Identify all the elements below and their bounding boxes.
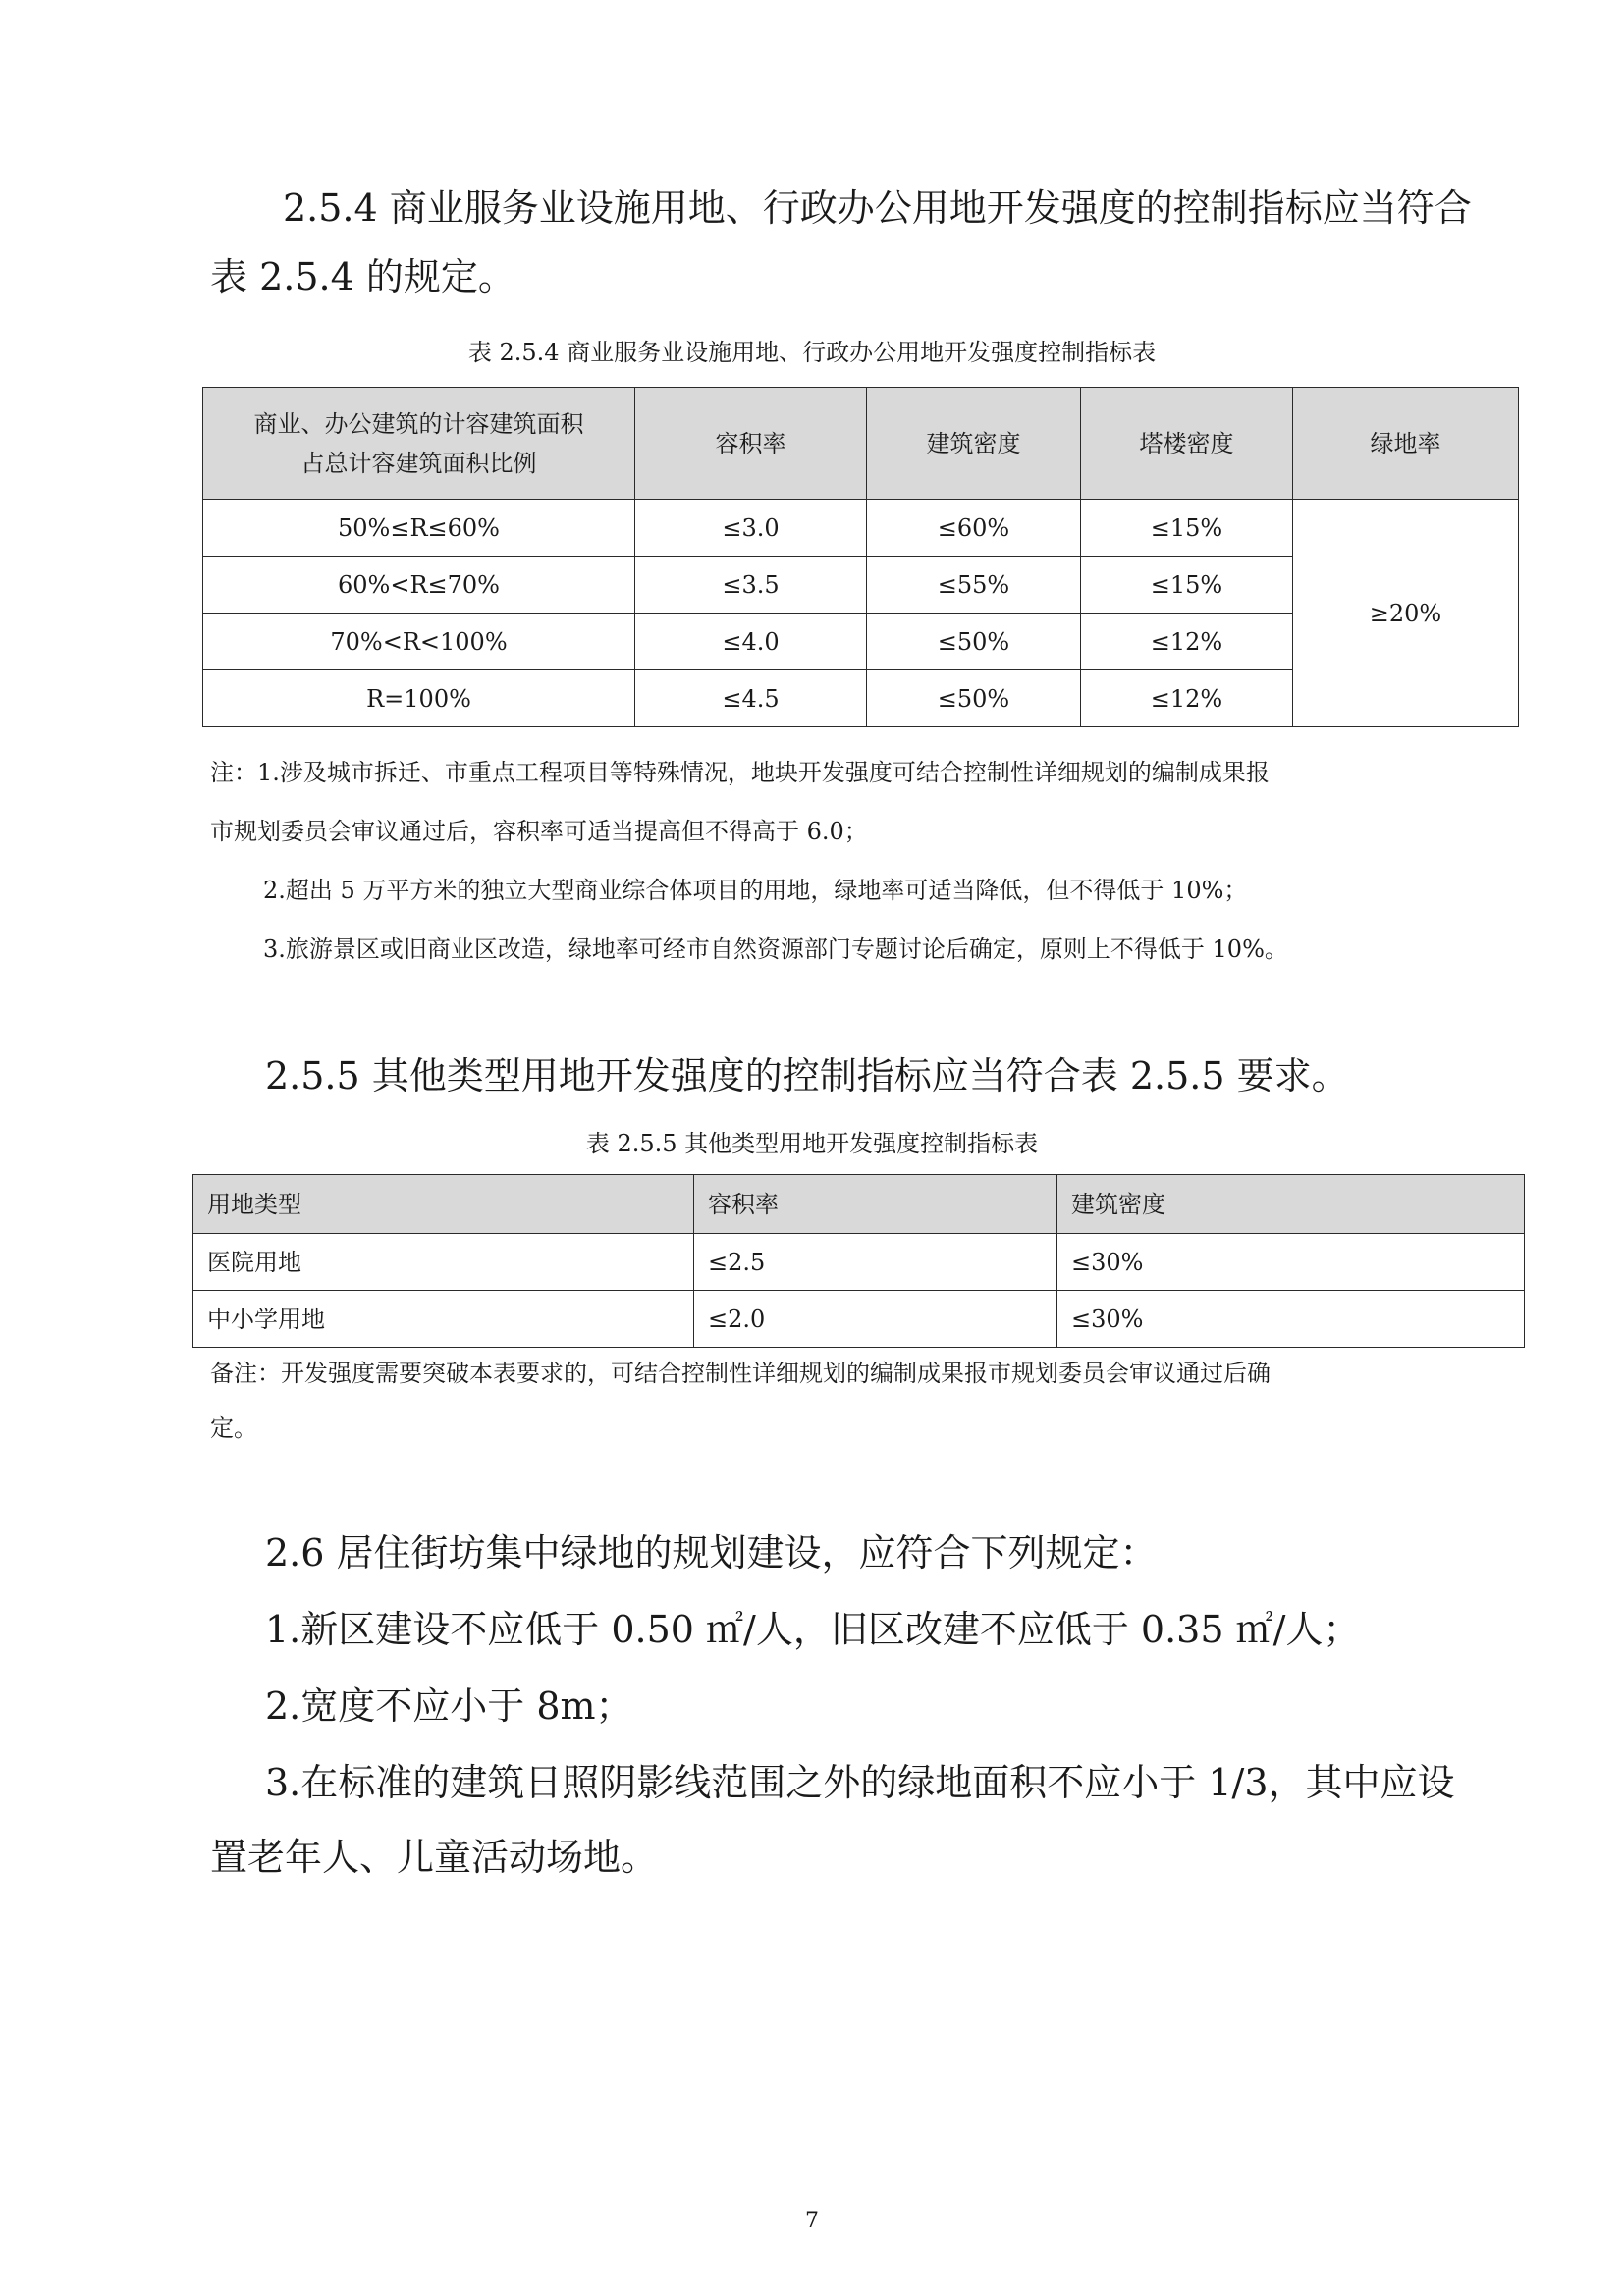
table-255 [192, 1174, 1525, 1348]
header-ratio-line1: 商业、办公建筑的计容建筑面积 [253, 409, 584, 438]
section-26-heading: 2.6 居住街坊集中绿地的规划建设，应符合下列规定： [265, 1531, 1158, 1575]
section-254-line2: 表 2.5.4 的规定。 [210, 255, 515, 298]
header-density: 建筑密度 [867, 388, 1081, 500]
table-255-header-row [193, 1175, 1525, 1234]
cell-density: ≤60% [867, 500, 1081, 557]
section-26-item3-line2: 置老年人、儿童活动场地。 [210, 1836, 659, 1879]
cell-tower-density: ≤12% [1081, 614, 1293, 670]
table-row [193, 1291, 1525, 1348]
note-254-line4: 3.旅游景区或旧商业区改造，绿地率可经市自然资源部门专题讨论后确定，原则上不得低于 10%。 [263, 935, 1288, 963]
table-255-caption: 表 2.5.5 其他类型用地开发强度控制指标表 [585, 1130, 1039, 1157]
header-density: 建筑密度 [1057, 1175, 1525, 1234]
remark-255-line2: 定。 [210, 1415, 257, 1442]
cell-density: ≤50% [867, 670, 1081, 727]
cell-ratio: R=100% [203, 670, 635, 727]
cell-density: ≤30% [1057, 1234, 1525, 1291]
cell-tower-density: ≤12% [1081, 670, 1293, 727]
header-green-rate: 绿地率 [1293, 388, 1519, 500]
header-ratio-line2: 占总计容建筑面积比例 [300, 449, 537, 477]
cell-far: ≤4.5 [635, 670, 867, 727]
section-254-line1: 2.5.4 商业服务业设施用地、行政办公用地开发强度的控制指标应当符合 [283, 187, 1472, 230]
section-26-item3-line1: 3.在标准的建筑日照阴影线范围之外的绿地面积不应小于 1/3，其中应设 [265, 1761, 1455, 1804]
table-row [203, 500, 1519, 557]
section-26-item1: 1.新区建设不应低于 0.50 ㎡/人，旧区改建不应低于 0.35 ㎡/人； [265, 1608, 1361, 1651]
cell-tower-density: ≤15% [1081, 500, 1293, 557]
cell-ratio: 50%≤R≤60% [203, 500, 635, 557]
note-254-line2: 市规划委员会审议通过后，容积率可适当提高但不得高于 6.0； [210, 818, 868, 845]
cell-land-type: 中小学用地 [193, 1291, 694, 1348]
table-254-header-row [203, 388, 1519, 500]
header-tower-density: 塔楼密度 [1081, 388, 1293, 500]
section-26-item2: 2.宽度不应小于 8m； [265, 1684, 633, 1728]
cell-far: ≤2.5 [694, 1234, 1057, 1291]
header-far: 容积率 [694, 1175, 1057, 1234]
cell-far: ≤4.0 [635, 614, 867, 670]
table-254 [202, 387, 1519, 727]
cell-ratio: 60%<R≤70% [203, 557, 635, 614]
section-255-line1: 2.5.5 其他类型用地开发强度的控制指标应当符合表 2.5.5 要求。 [265, 1054, 1349, 1097]
cell-density: ≤55% [867, 557, 1081, 614]
header-ratio [203, 388, 635, 500]
cell-tower-density: ≤15% [1081, 557, 1293, 614]
table-row [193, 1234, 1525, 1291]
cell-density: ≤30% [1057, 1291, 1525, 1348]
page-number: 7 [805, 2209, 819, 2233]
cell-density: ≤50% [867, 614, 1081, 670]
cell-ratio: 70%<R<100% [203, 614, 635, 670]
cell-land-type: 医院用地 [193, 1234, 694, 1291]
cell-green-rate: ≥20% [1293, 500, 1519, 727]
cell-far: ≤3.5 [635, 557, 867, 614]
header-far: 容积率 [635, 388, 867, 500]
cell-far: ≤2.0 [694, 1291, 1057, 1348]
header-land-type: 用地类型 [193, 1175, 694, 1234]
table-254-caption: 表 2.5.4 商业服务业设施用地、行政办公用地开发强度控制指标表 [467, 339, 1157, 366]
note-254-line3: 2.超出 5 万平方米的独立大型商业综合体项目的用地，绿地率可适当降低，但不得低于 10%； [263, 877, 1248, 904]
remark-255-line1: 备注：开发强度需要突破本表要求的，可结合控制性详细规划的编制成果报市规划委员会审议通过后确 [210, 1360, 1271, 1387]
note-254-line1: 注：1.涉及城市拆迁、市重点工程项目等特殊情况，地块开发强度可结合控制性详细规划的编制成果报 [210, 759, 1270, 786]
cell-far: ≤3.0 [635, 500, 867, 557]
